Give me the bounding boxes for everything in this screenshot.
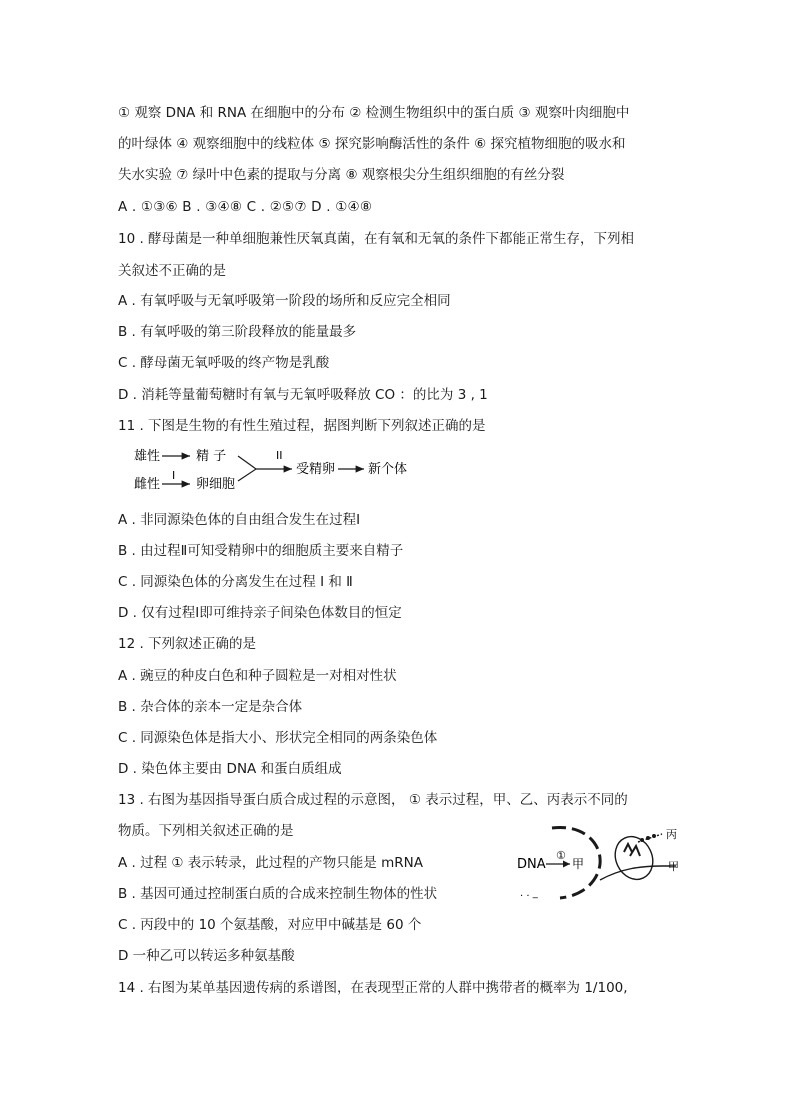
- q11-option-d: D . 仅有过程Ⅰ即可维持亲子间染色体数目的恒定: [118, 605, 402, 621]
- q14-stem-line-1: 14 . 右图为某单基因遗传病的系谱图，在表现型正常的人群中携带者的概率为 1/100,: [118, 980, 628, 996]
- mrna-jia-label-right: 甲: [668, 860, 679, 873]
- zygote-label: 受精卵: [296, 462, 336, 477]
- q11-option-a: A . 非同源染色体的自由组合发生在过程Ⅰ: [118, 512, 361, 528]
- q12-stem: 12 . 下列叙述正确的是: [118, 636, 257, 652]
- translation-diagram: [512, 822, 687, 902]
- dna-label: DNA: [517, 857, 546, 872]
- q12-option-c: C . 同源染色体是指大小、形状完全相同的两条染色体: [118, 730, 438, 746]
- process-one-label: ①: [556, 849, 566, 862]
- new-individual-label: 新个体: [368, 462, 408, 477]
- q13-option-a: A . 过程 ① 表示转录，此过程的产物只能是 mRNA: [118, 855, 423, 871]
- peptide-bing-label: 丙: [666, 828, 677, 841]
- q9-items-line-3: 失水实验 ⑦ 绿叶中色素的提取与分离 ⑧ 观察根尖分生组织细胞的有丝分裂: [118, 167, 565, 183]
- q13-option-c: C . 丙段中的 10 个氨基酸，对应甲中碱基是 60 个: [118, 917, 422, 933]
- q10-option-a: A . 有氧呼吸与无氧呼吸第一阶段的场所和反应完全相同: [118, 293, 451, 309]
- mrna-strand: [600, 866, 676, 880]
- q9-options: A . ①③⑥ B . ③④⑧ C . ②⑤⑦ D . ①④⑧: [118, 199, 373, 215]
- q13-stem-line-1: 13 . 右图为基因指导蛋白质合成过程的示意图， ① 表示过程，甲、乙、丙表示不同的: [118, 792, 628, 808]
- trna-shape: [624, 844, 640, 856]
- q13-option-b: B . 基因可通过控制蛋白质的合成来控制生物体的性状: [118, 886, 438, 902]
- q10-option-d: D . 消耗等量葡萄糖时有氧与无氧呼吸释放 CO ：的比为 3 , 1: [118, 387, 488, 403]
- q11-option-b: B . 由过程Ⅱ可知受精卵中的细胞质主要来自精子: [118, 543, 404, 559]
- male-label: 雄性: [134, 449, 161, 464]
- ribosome-shape: [608, 830, 659, 885]
- dots-mark: . . _: [520, 888, 538, 899]
- reproduction-diagram: [128, 445, 428, 497]
- q10-stem-line-2: 关叙述不正确的是: [118, 263, 226, 279]
- q10-option-b: B . 有氧呼吸的第三阶段释放的能量最多: [118, 324, 357, 340]
- step-two-label: II: [276, 449, 283, 462]
- q12-option-b: B . 杂合体的亲本一定是杂合体: [118, 699, 303, 715]
- egg-label: 卵细胞: [196, 477, 236, 492]
- mrna-jia-label: 甲: [572, 857, 585, 871]
- q9-items-line-2: 的叶绿体 ④ 观察细胞中的线粒体 ⑤ 探究影响酶活性的条件 ⑥ 探究植物细胞的吸水和: [118, 136, 626, 152]
- q9-items-line-1: ① 观察 DNA 和 RNA 在细胞中的分布 ② 检测生物组织中的蛋白质 ③ 观察叶肉细胞中: [118, 105, 630, 121]
- step-one-label: I: [172, 469, 176, 482]
- q11-stem: 11 . 下图是生物的有性生殖过程，据图判断下列叙述正确的是: [118, 418, 486, 434]
- q12-option-d: D . 染色体主要由 DNA 和蛋白质组成: [118, 761, 342, 777]
- q12-option-a: A . 豌豆的种皮白色和种子圆粒是一对相对性状: [118, 668, 397, 684]
- female-label: 雌性: [134, 477, 161, 492]
- q10-option-c: C . 酵母菌无氧呼吸的终产物是乳酸: [118, 355, 330, 371]
- q10-stem-line-1: 10 . 酵母菌是一种单细胞兼性厌氧真菌，在有氧和无氧的条件下都能正常生存，下列相: [118, 231, 635, 247]
- q13-option-d: D 一种乙可以转运多种氨基酸: [118, 948, 295, 964]
- q13-stem-line-2: 物质。下列相关叙述正确的是: [118, 823, 294, 839]
- sperm-label: 精 子: [196, 449, 227, 464]
- q11-option-c: C . 同源染色体的分离发生在过程 I 和 Ⅱ: [118, 574, 353, 590]
